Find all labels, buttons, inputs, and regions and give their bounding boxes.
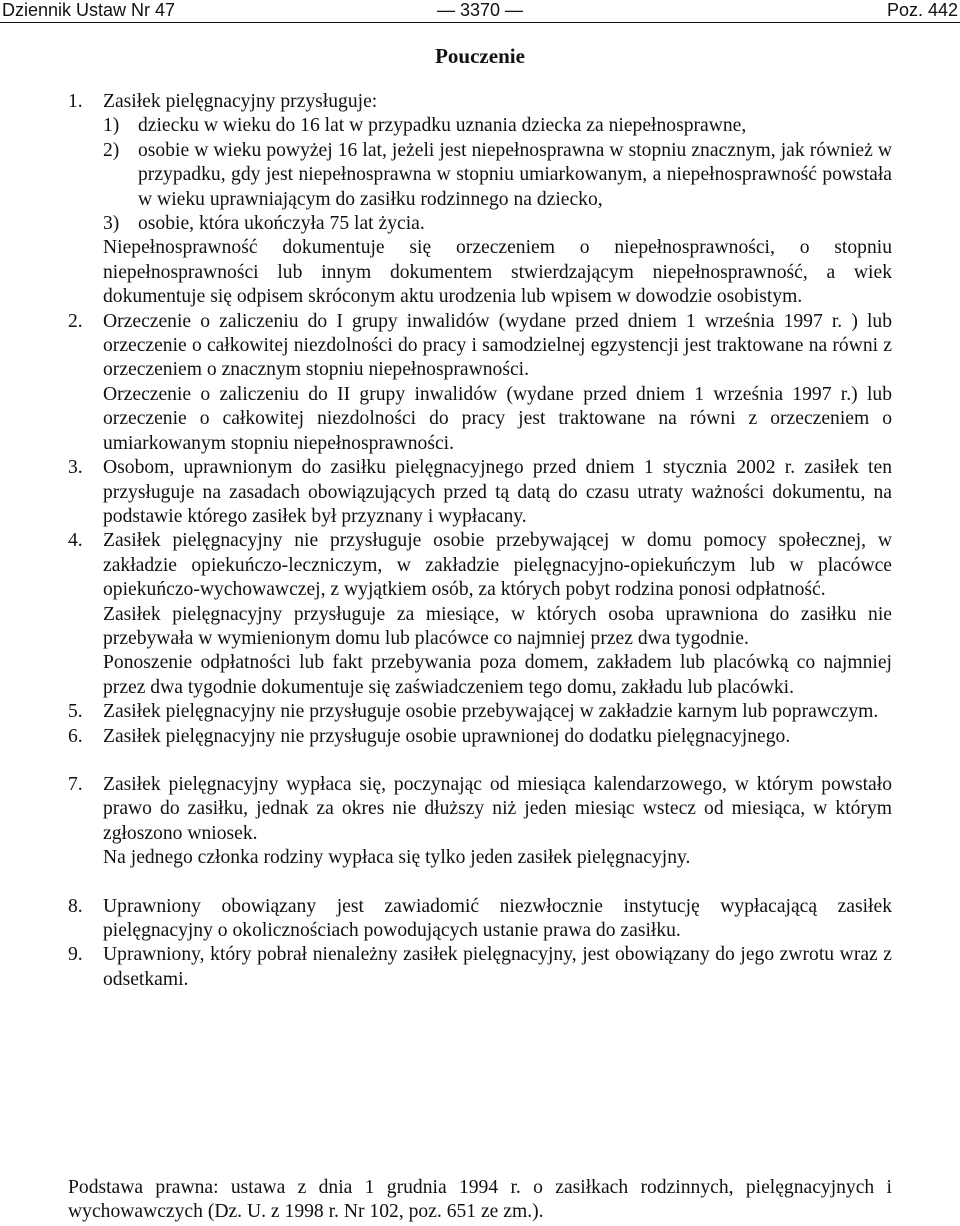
section-number: 5. <box>68 701 83 723</box>
section-number: 7. <box>68 773 83 795</box>
section-1 <box>0 90 960 310</box>
list-item <box>103 212 892 236</box>
section-paragraph: Orzeczenie o zaliczeniu do II grupy inwalidów (wydane przed dniem 1 września 1997 r.) lub orzeczenie o całkowitej niezdolności do pracy jest traktowane na równi z orzeczeniem o umiarkowanym stopniu niepełnosprawności. <box>103 383 892 454</box>
section-number: 8. <box>68 895 83 917</box>
section-paragraph: Uprawniony obowiązany jest zawiadomić niezwłocznie instytucję wypłacającą zasiłek pielęgnacyjny o okolicznościach powodujących ustanie prawa do zasiłku. <box>103 895 892 941</box>
section-6 <box>0 725 960 749</box>
section-paragraph: Zasiłek pielęgnacyjny nie przysługuje osobie przebywającej w zakładzie karnym lub poprawczym. <box>103 701 879 723</box>
list-item-text: dziecku w wieku do 16 lat w przypadku uznania dziecka za niepełnosprawne, <box>138 115 747 137</box>
section-number: 4. <box>68 530 83 552</box>
position-number: Poz. 442 <box>886 0 958 20</box>
list-item <box>103 139 892 212</box>
section-number: 9. <box>68 944 83 966</box>
list-item-number: 2) <box>103 139 120 161</box>
legal-basis: Podstawa prawna: ustawa z dnia 1 grudnia 1994 r. o zasiłkach rodzinnych, pielęgnacyjnych i wychowawczych (Dz. U. z 1998 r. Nr 102, poz. 651 ze zm.). <box>68 1177 892 1223</box>
section-paragraph: Ponoszenie odpłatności lub fakt przebywania poza domem, zakładem lub placówką co najmniej przez dwa tygodnie dokumentuje się zaświadczeniem tego domu, zakładu lub placówki. <box>103 652 892 698</box>
list-item-number: 3) <box>103 213 120 235</box>
section-4 <box>0 529 960 700</box>
section-paragraph: Zasiłek pielęgnacyjny przysługuje za miesiące, w których osoba uprawniona do zasiłku nie przebywała w wymienionym domu lub placówce co najmniej przez dwa tygodnie. <box>103 603 892 649</box>
section-intro: Zasiłek pielęgnacyjny przysługuje: <box>103 91 378 112</box>
section-number: 6. <box>68 725 83 747</box>
section-paragraph: Osobom, uprawnionym do zasiłku pielęgnacyjnego przed dniem 1 stycznia 2002 r. zasiłek ten przysługuje na zasadach obowiązujących przed tą datą do czasu utraty ważności dokumentu, na podstawie którego zasiłek był przyznany i wypłacany. <box>103 457 892 527</box>
section-paragraph: Zasiłek pielęgnacyjny wypłaca się, poczynając od miesiąca kalendarzowego, w którym powstało prawo do zasiłku, jednak za okres nie dłuższy niż jeden miesiąc wstecz od miesiąca, w którym zgłoszono wniosek. <box>103 773 892 844</box>
section-paragraph: Zasiłek pielęgnacyjny nie przysługuje osobie przebywającej w domu pomocy społecznej, w zakładzie opiekuńczo-leczniczym, w zakładzie pielęgnacyjno-opiekuńczym lub w placówce opiekuńczo-wychowawczej, z wyjątkiem osób, za których pobyt rodzina ponosi odpłatność. <box>103 530 892 601</box>
document-title: Pouczenie <box>435 44 525 68</box>
section-number: 3. <box>68 457 83 479</box>
list-item-text: osobie w wieku powyżej 16 lat, jeżeli jest niepełnosprawna w stopniu znacznym, jak również w przypadku, gdy jest niepełnosprawna w stopniu umiarkowanym, a niepełnosprawność powstała w wieku uprawniającym do zasiłku rodzinnego na dziecko, <box>138 139 892 210</box>
section-paragraph: Orzeczenie o zaliczeniu do I grupy inwalidów (wydane przed dniem 1 września 1997 r. ) lub orzeczenie o całkowitej niezdolności do pracy i samodzielnej egzystencji jest traktowane na równi z orzeczeniem o znacznym stopniu niepełnosprawności. <box>103 310 892 381</box>
section-paragraph: Uprawniony, który pobrał nienależny zasiłek pielęgnacyjny, jest obowiązany do jego zwrotu wraz z odsetkami. <box>103 944 892 990</box>
section-paragraph: Niepełnosprawność dokumentuje się orzeczeniem o niepełnosprawności, o stopniu niepełnosprawności lub innym dokumentem stwierdzającym niepełnosprawność, a wiek dokumentuje się odpisem skróconym aktu urodzenia lub wpisem w dowodzie osobistym. <box>103 237 892 308</box>
document-body <box>0 90 960 992</box>
page-number: — 3370 — <box>436 0 524 20</box>
section-paragraph: Zasiłek pielęgnacyjny nie przysługuje osobie uprawnionej do dodatku pielęgnacyjnego. <box>103 725 791 747</box>
section-number: 1. <box>68 91 83 112</box>
section-2 <box>0 310 960 456</box>
section-8 <box>0 895 960 944</box>
list-item-number: 1) <box>103 115 120 137</box>
journal-name: Dziennik Ustaw Nr 47 <box>2 0 176 20</box>
section-5 <box>0 700 960 724</box>
section-paragraph: Na jednego członka rodziny wypłaca się tylko jeden zasiłek pielęgnacyjny. <box>103 847 691 869</box>
list-item-text: osobie, która ukończyła 75 lat życia. <box>138 213 425 235</box>
section-9 <box>0 943 960 992</box>
list-item <box>103 114 892 138</box>
section-7 <box>0 773 960 871</box>
section-3 <box>0 456 960 529</box>
section-number: 2. <box>68 310 83 332</box>
page-header <box>0 0 960 23</box>
